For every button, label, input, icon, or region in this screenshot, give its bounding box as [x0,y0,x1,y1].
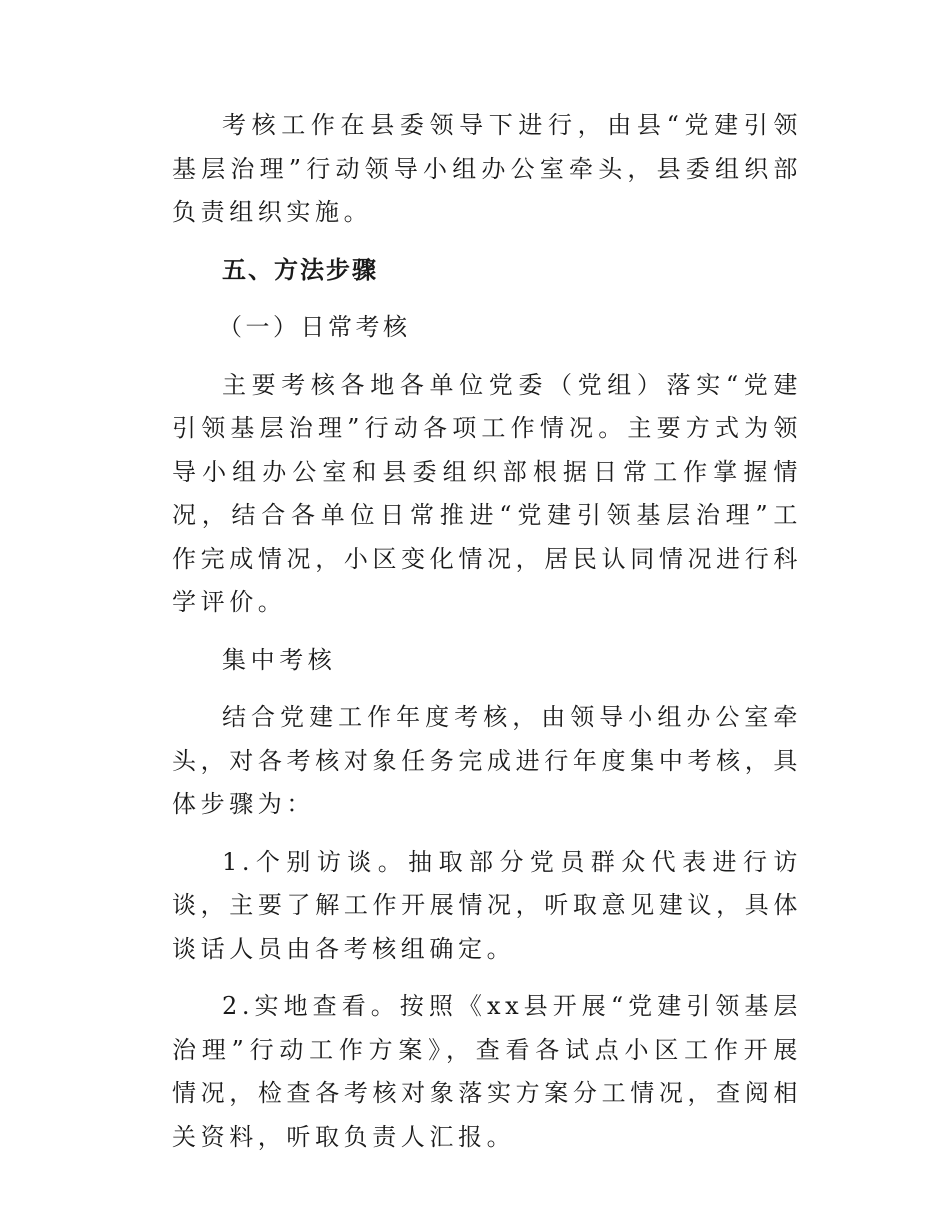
paragraph-exam-organization: 考核工作在县委领导下进行，由县“党建引领基层治理”行动领导小组办公室牵头，县委组织部负责组织实施。 [172,111,802,226]
paragraph-step-site-inspection: 2.实地查看。按照《xx县开展“党建引领基层治理”行动工作方案》，查看各试点小区工作开展情况，检查各考核对象落实方案分工情况，查阅相关资料，听取负责人汇报。 [172,992,802,1151]
paragraph-daily-assessment: 主要考核各地各单位党委（党组）落实“党建引领基层治理”行动各项工作情况。主要方式为领导小组办公室和县委组织部根据日常工作掌握情况，结合各单位日常推进“党建引领基层治理”工作完成情况，小区变化情况，居民认同情况进行科学评价。 [172,370,802,616]
paragraph-step-interviews: 1.个别访谈。抽取部分党员群众代表进行访谈，主要了解工作开展情况，听取意见建议，具体谈话人员由各考核组确定。 [172,847,802,963]
paragraph-centralized-assessment-title: 集中考核 [222,645,337,674]
paragraph-centralized-assessment: 结合党建工作年度考核，由领导小组办公室牵头，对各考核对象任务完成进行年度集中考核，具体步骤为： [172,703,802,818]
document-page [172,104,802,1173]
section-heading-methods: 五、方法步骤 [222,255,378,284]
subheading-daily-assessment: （一）日常考核 [218,313,411,341]
